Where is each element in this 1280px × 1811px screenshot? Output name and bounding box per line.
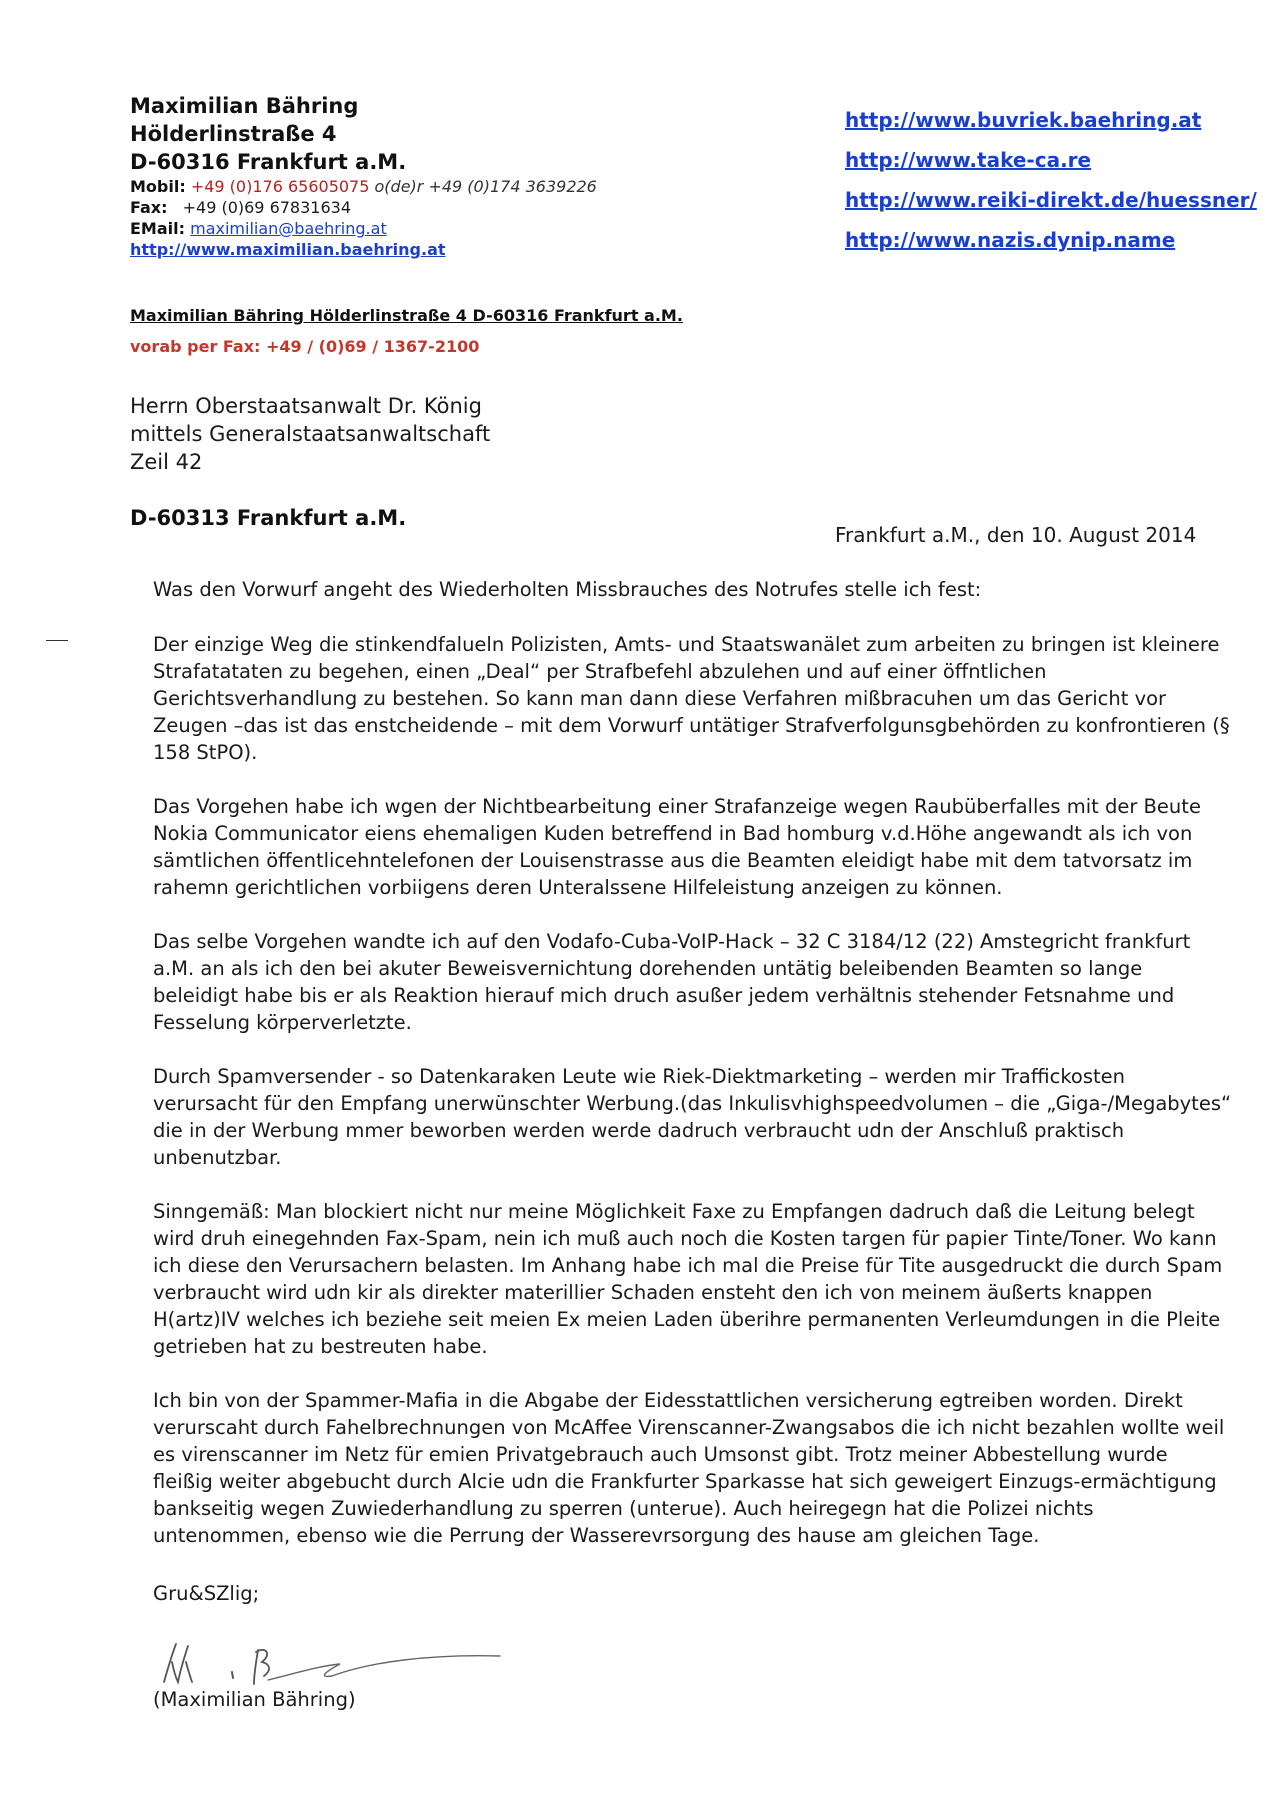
greeting: Gru&SZlig; (153, 1582, 260, 1605)
website-link[interactable]: http://www.maximilian.baehring.at (130, 240, 446, 259)
mobile-label: Mobil: (130, 177, 186, 196)
mobile-or: o(de)r (374, 177, 424, 196)
letter-body (153, 576, 1233, 1576)
mobile-number-1: +49 (0)176 65605075 (190, 177, 370, 196)
link-buvriek[interactable]: http://www.buvriek.baehring.at (845, 108, 1202, 132)
fax-prefix: vorab per Fax: (130, 337, 261, 356)
fax-target: +49 / (0)69 / 1367-2100 (265, 337, 480, 356)
recipient-city: D-60313 Frankfurt a.M. (130, 506, 407, 530)
paragraph: Ich bin von der Spammer-Mafia in die Abgabe der Eidesstattlichen versicherung egtreiben worden. Direkt verurscaht durch Fahelbrechnungen von McAffee Virenscanner-Zwangsabos die ich nicht bezahlen wollte weil es virenscanner im Netz für emien Privatgebrauch auch Umsonst gibt. Trotz meiner Abbestellung wurde fleißig weiter abgebucht durch Alcie udn die Frankfurter Sparkasse hat sich geweigert Einzugs-ermächtigung bankseitig wegen Zuwiederhandlung zu sperren (unterue). Auch heiregegn hat die Polizei nichts untenommen, ebenso wie die Perrung der Wasserevrsorgung des hause am gleichen Tage. (153, 1389, 1225, 1547)
return-address: Maximilian Bähring Hölderlinstraße 4 D-60316 Frankfurt a.M. (130, 306, 683, 325)
fax-label: Fax: (130, 198, 168, 217)
sender-street: Hölderlinstraße 4 (130, 122, 337, 146)
paragraph: Was den Vorwurf angeht des Wiederholten Missbrauches des Notrufes stelle ich fest: (153, 578, 982, 601)
paragraph: Das Vorgehen habe ich wgen der Nichtbearbeitung einer Strafanzeige wegen Raubüberfalles mit der Beute Nokia Communicator eiens ehemaligen Kuden betreffend in Bad homburg v.d.Höhe angewandt als ich von sämtlichen öffentlicehntelefonen der Louisenstrasse aus die Beamten eleidigt habe mit dem tatvorsatz im rahemn gerichtlichen vorbiigens deren Unteralssene Hilfeleistung anzeigen zu können. (153, 795, 1201, 899)
sender-fax (130, 197, 690, 218)
sender-website (130, 239, 690, 260)
email-label: EMail: (130, 219, 186, 238)
link-list (845, 100, 1265, 260)
recipient-block (130, 392, 490, 476)
sender-city: D-60316 Frankfurt a.M. (130, 150, 407, 174)
recipient-line-2: mittels Generalstaatsanwaltschaft (130, 422, 491, 446)
email-link[interactable]: maximilian@baehring.at (190, 219, 387, 238)
signature-name: (Maximilian Bähring) (153, 1688, 356, 1711)
sender-email (130, 218, 690, 239)
link-nazis-dynip[interactable]: http://www.nazis.dynip.name (845, 228, 1176, 252)
recipient-line-1: Herrn Oberstaatsanwalt Dr. König (130, 394, 482, 418)
paragraph: Durch Spamversender - so Datenkaraken Leute wie Riek-Diektmarketing – werden mir Traffickosten verursacht für den Empfang unerwünschter Werbung.(das Inkulisvhighspeedvolumen – die „Giga-/Megabytes“ die in der Werbung mmer beworben werden werde dadruch verbraucht udn der Anschluß praktisch unbenutzbar. (153, 1065, 1232, 1169)
paragraph: Das selbe Vorgehen wandte ich auf den Vodafo-Cuba-VoIP-Hack – 32 C 3184/12 (22) Amstegricht frankfurt a.M. an als ich den bei akuter Beweisvernichtung dorehenden untätig beleibenden Beamten so lange beleidigt habe bis er als Reaktion hierauf mich druch asußer jedem verhältnis stehender Fetsnahme und Fesselung körperverletzte. (153, 930, 1191, 1034)
sender-block (130, 92, 690, 260)
link-take-care[interactable]: http://www.take-ca.re (845, 148, 1092, 172)
fax-number: +49 (0)69 67831634 (182, 198, 352, 217)
fax-line (130, 337, 479, 356)
paragraph: Der einzige Weg die stinkendfalueln Polizisten, Amts- und Staatswanälet zum arbeiten zu bringen ist kleinere Strafatataten zu begehen, einen „Deal“ per Strafbefehl abzulehen und auf einer öffntlichen Gerichtsverhandlung zu bestehen. So kann man dann diese Verfahren mißbracuhen um das Gericht vor Zeugen –das ist das enstcheidende – mit dem Vorwurf untätiger Strafverfolgunsgbehörden zu konfrontieren (§ 158 StPO). (153, 633, 1230, 764)
recipient-line-3: Zeil 42 (130, 450, 203, 474)
sender-name: Maximilian Bähring (130, 94, 359, 118)
date-line: Frankfurt a.M., den 10. August 2014 (835, 523, 1197, 547)
fold-mark (46, 640, 68, 641)
signature-image (150, 1632, 510, 1690)
paragraph: Sinngemäß: Man blockiert nicht nur meine Möglichkeit Faxe zu Empfangen dadruch daß die Leitung belegt wird druh einegehnden Fax-Spam, nein ich muß auch noch die Kosten targen für papier Tinte/Toner. Wo kann ich diese den Verursachern belasten. Im Anhang habe ich mal die Preise für Tite ausgedruckt die durch Spam verbraucht wird udn kir als direkter materillier Schaden ensteht den ich von meinem äußerts knappen H(artz)IV welches ich beziehe seit meien Ex meien Laden überihre permanenten Verleumdungen in die Pleite getrieben hat zu bestreuten habe. (153, 1200, 1223, 1358)
link-reiki-direkt[interactable]: http://www.reiki-direkt.de/huessner/ (845, 188, 1257, 212)
mobile-number-2: +49 (0)174 3639226 (428, 177, 597, 196)
sender-mobile (130, 176, 690, 197)
